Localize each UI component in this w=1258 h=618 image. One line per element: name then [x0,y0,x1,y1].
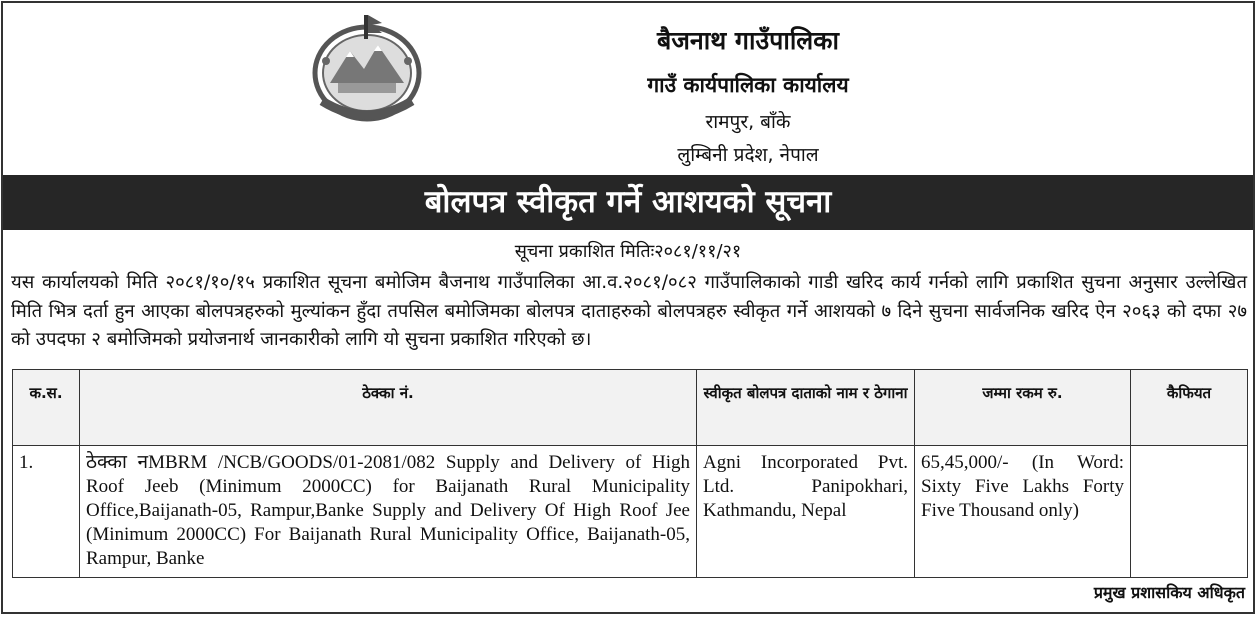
cell-sn: 1. [13,446,80,578]
cell-remarks [1131,446,1248,578]
tender-table [12,369,1248,578]
signature-title: प्रमुख प्रशासकिय अधिकृत [1093,583,1245,602]
table-row [13,446,1248,578]
office-name: गाउँ कार्यपालिका कार्यालय [647,73,849,97]
cell-contract: ठेक्का नMBRM /NCB/GOODS/01-2081/082 Supply and Delivery of High Roof Jeeb (Minimum 2000CC) for Baijanath Rural Municipality Office,Baijanath-05, Rampur,Banke Supply and Delivery Of High Roof Jee (Minimum 2000CC) For Baijanath Rural Municipality Office, Baijanath-05, Rampur, Banke [80,446,697,578]
published-date: सूचना प्रकाशित मितिः२०८१/११/२१ [514,241,742,262]
col-header-contract: ठेक्का नं. [80,370,697,446]
cell-bidder: Agni Incorporated Pvt. Ltd. Panipokhari, Kathmandu, Nepal [697,446,915,578]
org-name: बैजनाथ गाउँपालिका [657,26,839,55]
notice-title: बोलपत्र स्वीकृत गर्ने आशयको सूचना [3,175,1253,230]
col-header-bidder: स्वीकृत बोलपत्र दाताको नाम र ठेगाना [697,370,915,446]
col-header-remarks: कैफियत [1131,370,1248,446]
notice-page [1,1,1255,614]
table-header-row [13,370,1248,446]
cell-amount: 65,45,000/- (In Word: Sixty Five Lakhs Forty Five Thousand only) [915,446,1131,578]
notice-body: यस कार्यालयको मिति २०८१/१०/१५ प्रकाशित सूचना बमोजिम बैजनाथ गाउँपालिका आ.व.२०८१/०८२ गाउँपालिकाको गाडी खरिद कार्य गर्नको लागि प्रकाशित सुचना अनुसार उल्लेखित मिति भित्र दर्ता हुन आएका बोलपत्रहरुको मुल्यांकन हुँदा तपसिल बमोजिमका बोलपत्र दाताहरुको बोलपत्रहरु स्वीकृत गर्ने आशयको ७ दिने सुचना सार्वजनिक खरिद ऐन २०६३ को दफा २७ को उपदफा २ बमोजिमको प्रयोजनार्थ जानकारीको लागि यो सुचना प्रकाशित गरिएको छ। [11,272,1247,350]
office-province: लुम्बिनी प्रदेश, नेपाल [677,144,819,166]
col-header-amount: जम्मा रकम रु. [915,370,1131,446]
office-location: रामपुर, बाँके [705,111,791,133]
col-header-sn: क.स. [13,370,80,446]
